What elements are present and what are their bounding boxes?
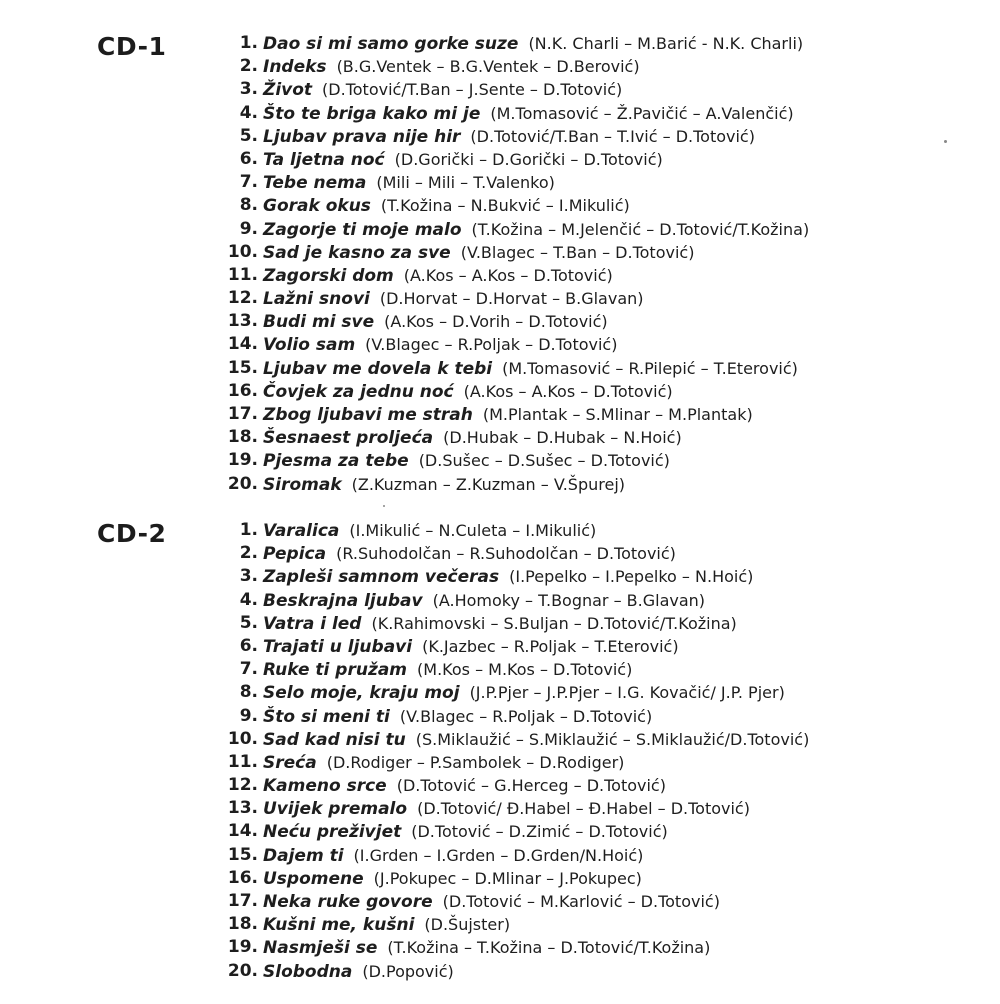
track-title: Dajem ti [263,845,344,866]
track-number: 20. [227,960,258,981]
track-title-block [263,32,803,56]
track-number: 18. [227,914,258,935]
track-title: Pepica [263,544,327,565]
track-title: Nasmješi se [263,938,378,959]
track-row [0,310,1000,333]
track-number: 17. [227,404,258,424]
track-credits: (D.Rodiger – P.Sambolek – D.Rodiger) [326,752,625,772]
track-title-block [263,542,676,566]
track-title: Vatra i led [263,613,362,634]
track-credits: (A.Kos – D.Vorih – D.Totović) [384,312,608,332]
track-title-block [263,705,652,729]
scan-speck [944,140,947,143]
track-number: 10. [227,728,258,749]
track-row [0,403,1000,426]
track-title: Život [263,80,313,101]
track-credits: (A.Kos – A.Kos – D.Totović) [403,265,613,285]
track-row [0,913,1000,936]
track-title: Volio sam [263,335,356,356]
track-credits: (M.Tomasović – Ž.Pavičić – A.Valenčić) [490,103,794,123]
track-title-block [263,125,755,149]
track-title-block [263,148,663,172]
track-title: Uvijek premalo [263,799,408,820]
track-row [0,635,1000,658]
track-title: Čovjek za jednu noć [263,381,454,402]
track-title: Beskrajna ljubav [263,590,423,611]
track-title: Ljubav prava nije hir [263,126,461,147]
track-credits: (D.Hubak – D.Hubak – N.Hoić) [443,428,682,448]
track-number: 13. [227,311,258,332]
track-title: Neka ruke govore [263,892,433,912]
track-title-block [263,774,666,798]
track-title-block [263,820,668,844]
track-credits: (M.Kos – M.Kos – D.Totović) [417,660,633,680]
track-title: Indeks [263,57,327,78]
track-row [0,612,1000,635]
track-row [0,728,1000,751]
track-title: Siromak [263,474,342,495]
track-credits: (D.Totović/ Đ.Habel – Đ.Habel – D.Totović) [417,799,750,819]
track-title: Selo moje, kraju moj [263,683,460,704]
track-row [0,171,1000,194]
track-credits: (M.Plantak – S.Mlinar – M.Plantak) [482,405,753,424]
track-row [0,774,1000,797]
track-number: 15. [227,357,258,378]
track-credits: (S.Miklaužić – S.Miklaužić – S.Miklaužić/D.Totović) [415,729,810,749]
track-credits: (J.Pokupec – D.Mlinar – J.Pokupec) [373,868,642,888]
track-row [0,844,1000,867]
track-title: Lažni snovi [263,289,370,310]
track-title-block [263,519,596,543]
track-number: 12. [227,288,258,309]
track-title: Sad je kasno za sve [263,242,451,263]
track-row [0,936,1000,959]
track-title-block [263,612,737,636]
track-number: 14. [227,334,258,355]
track-row [0,380,1000,403]
track-title-block [263,426,682,450]
track-number: 14. [227,821,258,842]
track-credits: (V.Blagec – T.Ban – D.Totović) [460,242,695,262]
track-title-block [263,357,798,381]
track-title: Zagorje ti moje malo [263,219,462,240]
track-title: Zagorski dom [263,265,394,286]
track-title-block [263,333,617,357]
track-credits: (R.Suhodolčan – R.Suhodolčan – D.Totović) [336,544,676,564]
track-number: 8. [239,682,258,703]
track-credits: (D.Totović – M.Karlović – D.Totović) [442,892,720,911]
track-row [0,102,1000,125]
scan-speck [383,505,385,507]
track-credits: (A.Homoky – T.Bognar – B.Glavan) [432,590,706,610]
track-title: Zbog ljubavi me strah [263,405,473,425]
track-row [0,890,1000,913]
track-number: 1. [239,33,258,53]
track-title-block [263,844,643,868]
track-title-block [263,658,632,682]
track-number: 6. [239,635,258,656]
track-number: 20. [227,473,258,494]
track-credits: (V.Blagec – R.Poljak – D.Totović) [399,706,653,726]
track-credits: (Mili – Mili – T.Valenko) [376,173,555,193]
track-row [0,55,1000,78]
track-row [0,565,1000,588]
track-credits: (T.Kožina – T.Kožina – D.Totović/T.Kožina) [387,938,711,958]
track-number: 11. [227,264,258,285]
track-title-block [263,473,625,497]
track-row [0,705,1000,728]
track-number: 13. [227,798,258,819]
track-row [0,264,1000,287]
track-number: 17. [227,891,258,911]
track-title: Trajati u ljubavi [263,636,413,657]
track-title-block [263,565,753,589]
track-row [0,449,1000,472]
track-number: 19. [227,450,258,471]
track-title-block [263,960,454,984]
track-row [0,960,1000,983]
track-credits: (B.G.Ventek – B.G.Ventek – D.Berović) [336,57,640,77]
track-title-block [263,102,794,126]
track-title: Što te briga kako mi je [263,103,481,124]
track-row [0,867,1000,890]
track-number: 2. [239,56,258,77]
track-title-block [263,449,670,473]
track-title-block [263,635,679,659]
track-credits: (D.Totović/T.Ban – J.Sente – D.Totović) [322,80,623,100]
track-row [0,473,1000,496]
track-credits: (Z.Kuzman – Z.Kuzman – V.Špurej) [351,474,626,494]
track-number: 19. [227,937,258,958]
track-number: 7. [239,172,258,193]
track-number: 3. [239,566,258,587]
track-title-block [263,310,608,334]
track-credits: (D.Totović/T.Ban – T.Ivić – D.Totović) [470,126,755,146]
track-credits: (V.Blagec – R.Poljak – D.Totović) [365,335,618,355]
track-credits: (A.Kos – A.Kos – D.Totović) [463,381,673,401]
track-title-block [263,797,750,821]
track-number: 1. [239,520,258,540]
track-number: 15. [227,844,258,865]
track-number: 4. [239,102,258,123]
track-number: 16. [227,867,258,888]
track-credits: (N.K. Charli – M.Barić - N.K. Charli) [528,34,804,53]
track-row [0,426,1000,449]
track-credits: (J.P.Pjer – J.P.Pjer – I.G. Kovačić/ J.P. Pjer) [469,683,785,703]
track-title-block [263,194,630,218]
track-number: 9. [239,218,258,239]
track-credits: (D.Popović) [362,961,454,981]
track-title: Tebe nema [263,173,367,194]
track-credits: (T.Kožina – N.Bukvić – I.Mikulić) [380,196,630,216]
track-number: 2. [239,543,258,564]
track-title-block [263,218,809,242]
track-title-block [263,751,624,775]
track-row [0,241,1000,264]
track-title-block [263,936,710,960]
track-title: Varalica [263,521,340,541]
cd-1-label: CD-1 [97,32,167,61]
track-title-block [263,913,510,937]
track-credits: (T.Kožina – M.Jelenčić – D.Totović/T.Kožina) [471,219,810,239]
track-row [0,751,1000,774]
track-title: Kameno srce [263,776,387,797]
cd-2-label: CD-2 [97,519,167,548]
track-title: Kušni me, kušni [263,915,415,936]
track-number: 5. [239,125,258,146]
track-credits: (D.Horvat – D.Horvat – B.Glavan) [379,289,644,309]
track-title: Ruke ti pružam [263,660,408,681]
track-title: Pjesma za tebe [263,451,409,472]
track-title: Neću preživjet [263,822,402,843]
track-row [0,658,1000,681]
track-number: 11. [227,751,258,772]
track-row [0,218,1000,241]
track-row [0,125,1000,148]
track-title-block [263,78,622,102]
track-title: Ta ljetna noć [263,149,385,170]
track-credits: (I.Pepelko – I.Pepelko – N.Hoić) [509,567,754,587]
track-title: Budi mi sve [263,312,375,333]
track-row [0,542,1000,565]
track-number: 6. [239,148,258,169]
track-number: 18. [227,427,258,448]
track-row [0,333,1000,356]
track-title-block [263,728,809,752]
track-number: 9. [239,705,258,726]
track-number: 8. [239,195,258,216]
track-number: 5. [239,612,258,633]
track-title: Što si meni ti [263,706,390,727]
track-row [0,797,1000,820]
track-title-block [263,55,640,79]
track-title: Šesnaest proljeća [263,428,434,449]
track-credits: (M.Tomasović – R.Pilepić – T.Eterović) [502,358,798,378]
track-title: Zapleši samnom večeras [263,567,500,588]
track-title-block [263,264,613,288]
track-number: 10. [227,241,258,262]
track-credits: (D.Gorički – D.Gorički – D.Totović) [394,149,663,169]
track-title-block [263,681,785,705]
track-title-block [263,403,753,427]
track-number: 12. [227,775,258,796]
track-row [0,519,1000,542]
track-title-block [263,380,673,404]
track-row [0,287,1000,310]
track-row [0,681,1000,704]
track-title: Sad kad nisi tu [263,729,406,750]
track-credits: (I.Mikulić – N.Culeta – I.Mikulić) [349,521,597,540]
track-title-block [263,867,642,891]
track-title: Uspomene [263,868,364,889]
track-number: 3. [239,79,258,100]
track-credits: (D.Šujster) [424,915,511,935]
track-credits: (D.Totović – G.Herceg – D.Totović) [396,776,666,796]
track-title: Dao si mi samo gorke suze [263,34,519,54]
cd-2-tracklist [0,519,1000,983]
track-number: 16. [227,380,258,401]
track-title-block [263,287,644,311]
track-row [0,357,1000,380]
track-title: Gorak okus [263,196,371,217]
track-title: Slobodna [263,961,353,982]
track-row [0,78,1000,101]
track-credits: (K.Rahimovski – S.Buljan – D.Totović/T.Kožina) [371,613,737,633]
track-row [0,194,1000,217]
track-credits: (K.Jazbec – R.Poljak – T.Eterović) [422,636,679,656]
track-title-block [263,589,705,613]
track-number: 7. [239,659,258,680]
track-row [0,148,1000,171]
track-title-block [263,890,720,914]
track-row [0,820,1000,843]
track-row [0,32,1000,55]
track-row [0,589,1000,612]
track-number: 4. [239,589,258,610]
track-title: Ljubav me dovela k tebi [263,358,493,379]
cd-1-tracklist [0,32,1000,496]
track-credits: (D.Sušec – D.Sušec – D.Totović) [418,451,670,471]
track-credits: (I.Grden – I.Grden – D.Grden/N.Hoić) [353,845,644,865]
track-credits: (D.Totović – D.Zimić – D.Totović) [411,822,668,842]
track-title-block [263,171,555,195]
track-title: Sreća [263,752,317,773]
track-title-block [263,241,694,265]
